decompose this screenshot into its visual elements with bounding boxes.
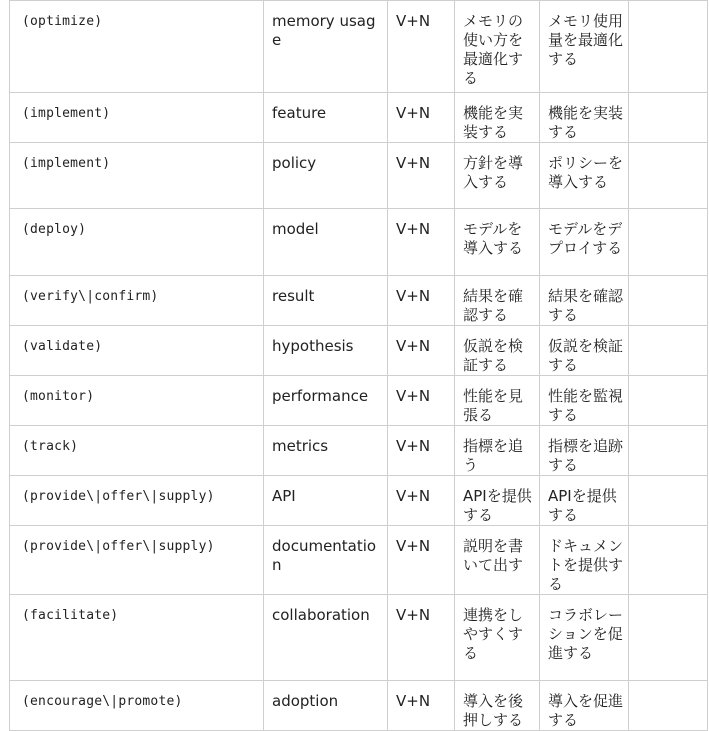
empty-cell: [629, 376, 708, 426]
empty-cell: [629, 476, 708, 526]
empty-cell: [629, 93, 708, 143]
natural-translation-cell: メモリ使用量を最適化する: [540, 1, 629, 93]
natural-translation-cell: モデルをデプロイする: [540, 209, 629, 276]
table-row: [10, 209, 708, 276]
pattern-cell: (implement): [10, 143, 264, 209]
table-row: [10, 476, 708, 526]
natural-translation-cell: 性能を監視する: [540, 376, 629, 426]
pattern-cell: (provide\|offer\|supply): [10, 476, 264, 526]
empty-cell: [629, 276, 708, 326]
natural-translation-cell: ドキュメントを提供する: [540, 526, 629, 595]
pattern-cell: (implement): [10, 93, 264, 143]
pattern-cell: (track): [10, 426, 264, 476]
literal-translation-cell: APIを提供する: [455, 476, 540, 526]
type-cell: V+N: [388, 681, 455, 731]
type-cell: V+N: [388, 93, 455, 143]
pattern-cell: (validate): [10, 326, 264, 376]
noun-cell: hypothesis: [264, 326, 388, 376]
literal-translation-cell: 指標を追う: [455, 426, 540, 476]
noun-cell: performance: [264, 376, 388, 426]
noun-cell: API: [264, 476, 388, 526]
literal-translation-cell: 説明を書いて出す: [455, 526, 540, 595]
literal-translation-cell: 連携をしやすくする: [455, 595, 540, 681]
natural-translation-cell: 指標を追跡する: [540, 426, 629, 476]
type-cell: V+N: [388, 1, 455, 93]
table-row: [10, 143, 708, 209]
natural-translation-cell: コラボレーションを促進する: [540, 595, 629, 681]
natural-translation-cell: ポリシーを導入する: [540, 143, 629, 209]
literal-translation-cell: 機能を実装する: [455, 93, 540, 143]
noun-cell: result: [264, 276, 388, 326]
literal-translation-cell: 仮説を検証する: [455, 326, 540, 376]
noun-cell: metrics: [264, 426, 388, 476]
type-cell: V+N: [388, 426, 455, 476]
literal-translation-cell: 方針を導入する: [455, 143, 540, 209]
collocation-table: [9, 0, 708, 731]
natural-translation-cell: 導入を促進する: [540, 681, 629, 731]
noun-cell: collaboration: [264, 595, 388, 681]
type-cell: V+N: [388, 526, 455, 595]
empty-cell: [629, 326, 708, 376]
table-row: [10, 526, 708, 595]
table-row: [10, 276, 708, 326]
empty-cell: [629, 526, 708, 595]
natural-translation-cell: 機能を実装する: [540, 93, 629, 143]
pattern-cell: (provide\|offer\|supply): [10, 526, 264, 595]
type-cell: V+N: [388, 595, 455, 681]
table-row: [10, 376, 708, 426]
natural-translation-cell: 結果を確認する: [540, 276, 629, 326]
pattern-cell: (verify\|confirm): [10, 276, 264, 326]
table-row: [10, 681, 708, 731]
noun-cell: documentation: [264, 526, 388, 595]
type-cell: V+N: [388, 276, 455, 326]
empty-cell: [629, 681, 708, 731]
pattern-cell: (monitor): [10, 376, 264, 426]
table-row: [10, 326, 708, 376]
noun-cell: policy: [264, 143, 388, 209]
noun-cell: memory usage: [264, 1, 388, 93]
noun-cell: feature: [264, 93, 388, 143]
table-row: [10, 1, 708, 93]
literal-translation-cell: 結果を確認する: [455, 276, 540, 326]
pattern-cell: (optimize): [10, 1, 264, 93]
literal-translation-cell: 導入を後押しする: [455, 681, 540, 731]
empty-cell: [629, 1, 708, 93]
noun-cell: model: [264, 209, 388, 276]
literal-translation-cell: モデルを導入する: [455, 209, 540, 276]
type-cell: V+N: [388, 143, 455, 209]
empty-cell: [629, 143, 708, 209]
pattern-cell: (facilitate): [10, 595, 264, 681]
noun-cell: adoption: [264, 681, 388, 731]
table-body: [10, 1, 708, 731]
empty-cell: [629, 595, 708, 681]
type-cell: V+N: [388, 326, 455, 376]
table-row: [10, 426, 708, 476]
pattern-cell: (deploy): [10, 209, 264, 276]
literal-translation-cell: メモリの使い方を最適化する: [455, 1, 540, 93]
type-cell: V+N: [388, 376, 455, 426]
natural-translation-cell: APIを提供する: [540, 476, 629, 526]
table-row: [10, 93, 708, 143]
pattern-cell: (encourage\|promote): [10, 681, 264, 731]
type-cell: V+N: [388, 476, 455, 526]
empty-cell: [629, 209, 708, 276]
table-row: [10, 595, 708, 681]
natural-translation-cell: 仮説を検証する: [540, 326, 629, 376]
literal-translation-cell: 性能を見張る: [455, 376, 540, 426]
empty-cell: [629, 426, 708, 476]
type-cell: V+N: [388, 209, 455, 276]
